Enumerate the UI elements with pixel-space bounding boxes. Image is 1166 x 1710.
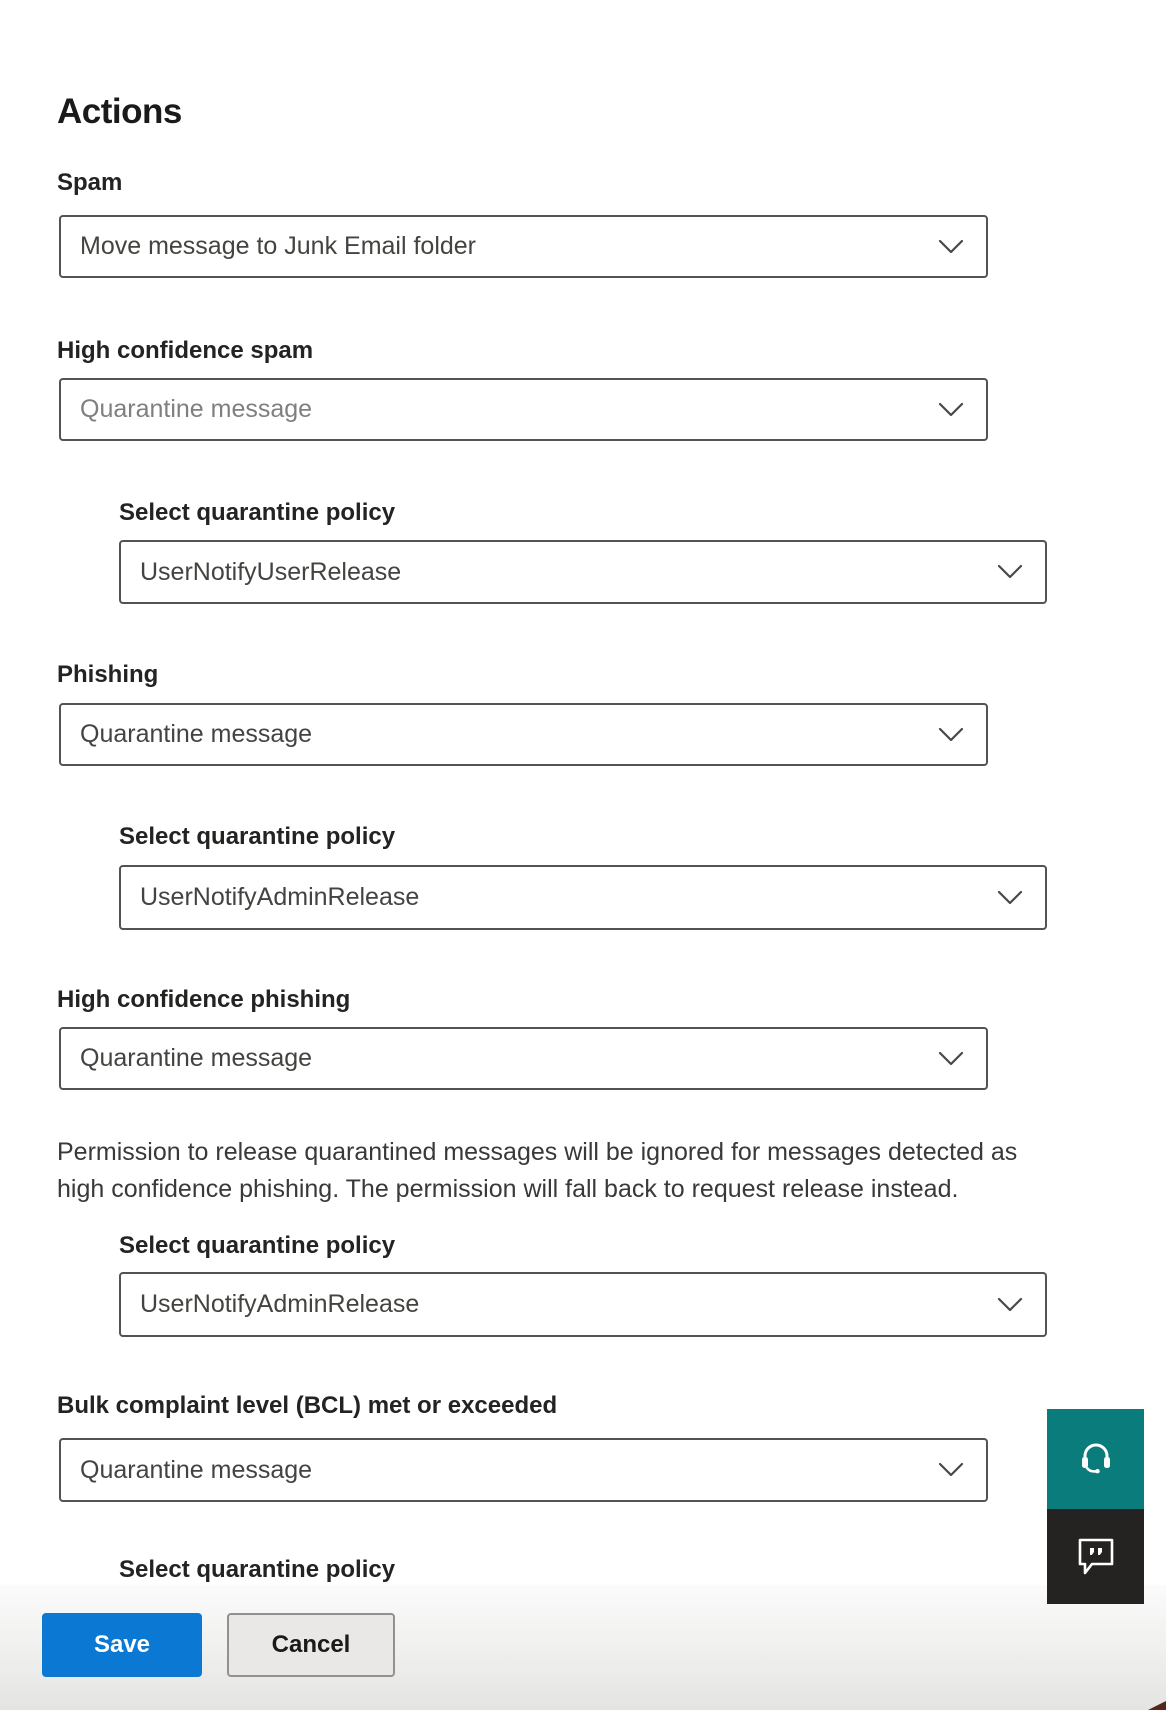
- chevron-down-icon: [938, 1462, 964, 1478]
- chevron-down-icon: [938, 239, 964, 255]
- feedback-chat-icon: [1075, 1534, 1117, 1579]
- chevron-down-icon: [997, 890, 1023, 906]
- quarantine-policy-label-1: Select quarantine policy: [119, 499, 396, 526]
- spam-label: Spam: [57, 169, 123, 196]
- chevron-down-icon: [997, 564, 1023, 580]
- spam-action-select[interactable]: [59, 215, 988, 278]
- page-title: Actions: [57, 92, 182, 131]
- high-confidence-spam-label: High confidence spam: [57, 337, 314, 364]
- phishing-action-value: Quarantine message: [80, 720, 313, 748]
- bcl-action-select[interactable]: [59, 1438, 988, 1502]
- high-confidence-spam-action-select[interactable]: [59, 378, 988, 441]
- quarantine-policy-label-3: Select quarantine policy: [119, 1232, 396, 1259]
- permission-note: Permission to release quarantined messages will be ignored for messages detected as high confidence phishing. The permission will fall back to request release instead.: [57, 1138, 1018, 1203]
- high-confidence-phishing-label: High confidence phishing: [57, 986, 351, 1013]
- quarantine-policy-value-3: UserNotifyAdminRelease: [140, 1290, 420, 1318]
- support-widget-button[interactable]: [1047, 1409, 1144, 1509]
- chevron-down-icon: [997, 1297, 1023, 1313]
- high-confidence-spam-action-value: Quarantine message: [80, 395, 313, 423]
- quarantine-policy-select-1[interactable]: [119, 540, 1047, 604]
- high-confidence-phishing-action-select[interactable]: [59, 1027, 988, 1090]
- corner-artifact: [1148, 1701, 1166, 1710]
- bcl-label: Bulk complaint level (BCL) met or exceeded: [57, 1392, 558, 1419]
- chevron-down-icon: [938, 402, 964, 418]
- spam-action-value: Move message to Junk Email folder: [80, 232, 477, 260]
- bcl-action-value: Quarantine message: [80, 1455, 313, 1484]
- quarantine-policy-value-2: UserNotifyAdminRelease: [140, 883, 420, 911]
- quarantine-policy-label-4: Select quarantine policy: [119, 1556, 396, 1583]
- headset-icon: [1074, 1436, 1118, 1483]
- quarantine-policy-select-3[interactable]: [119, 1272, 1047, 1337]
- quarantine-policy-select-2[interactable]: [119, 865, 1047, 930]
- chevron-down-icon: [938, 1051, 964, 1067]
- phishing-action-select[interactable]: [59, 703, 988, 766]
- quarantine-policy-value-1: UserNotifyUserRelease: [140, 557, 402, 586]
- chevron-down-icon: [938, 727, 964, 743]
- feedback-widget-button[interactable]: [1047, 1509, 1144, 1604]
- cancel-button[interactable]: Cancel: [227, 1613, 395, 1677]
- quarantine-policy-label-2: Select quarantine policy: [119, 823, 396, 850]
- high-confidence-phishing-action-value: Quarantine message: [80, 1044, 313, 1072]
- save-button[interactable]: Save: [42, 1613, 202, 1677]
- phishing-label: Phishing: [57, 661, 159, 688]
